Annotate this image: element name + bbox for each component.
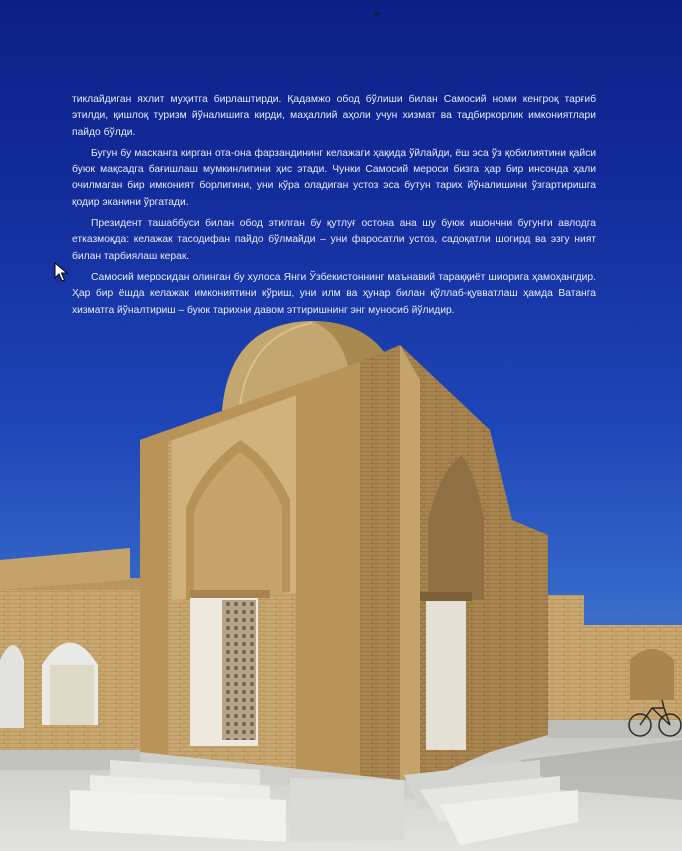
mausoleum-photo (0, 300, 682, 851)
main-facade (140, 362, 360, 782)
mouse-cursor-icon (54, 262, 68, 282)
body-text (72, 92, 596, 324)
paragraph-4: Самосий меросидан олинган бу хулоса Янги Ўзбекистоннинг маънавий тараққиёт шиорига ҳамоҳангдир. Ҳар бир ёшда келажак имкониятини кўриш, уни илм ва ҳунар билан қўллаб-қувватлаш ҳамда Ватанга хизматга йўналтириш – буюк тарихни давом эттиришнинг энг муносиб йўлидир. (72, 271, 596, 316)
paragraph-2: Бугун бу масканга кирган ота-она фарзандининг келажаги ҳақида ўйлайди, ёш эса ўз қобилиятини қайси буюк мақсадга бағишлаш мумкинлигини ҳис этади. Чунки Самосий мероси бизга ҳар бир инсонда ҳали очилмаган бир имконият борлигини, уни кўра оладиган устоз эса бутун тарих йўналишини ўзгартиришга қодир эканини ўргатади. (72, 147, 596, 208)
left-arcade-wall (0, 548, 150, 770)
side-facade (360, 345, 548, 782)
paragraph-1: тиклайдиган яхлит муҳитга бирлаштирди. Қадамжо обод бўлиши билан Самосий номи кенгроқ тарғиб этилди, қишлоқ туризм йўналишига кирди, маҳаллий аҳоли учун хизмат ва тадбиркорлик имкониятлари пайдо бўлди. (72, 94, 596, 138)
paragraph-3: Президент ташаббуси билан обод этилган бу қутлуғ остона ана шу буюк ишончни бугунги авлодга етказмоқда: келажак тасодифан пайдо бўлмайди – уни фаросатли устоз, садоқатли шогирд ва эзгу ният билан тарбиялаш керак. (72, 218, 596, 262)
right-wall (548, 595, 682, 738)
bird-silhouette (374, 12, 381, 16)
side-doorway (426, 600, 466, 750)
lattice-screen (222, 600, 256, 740)
